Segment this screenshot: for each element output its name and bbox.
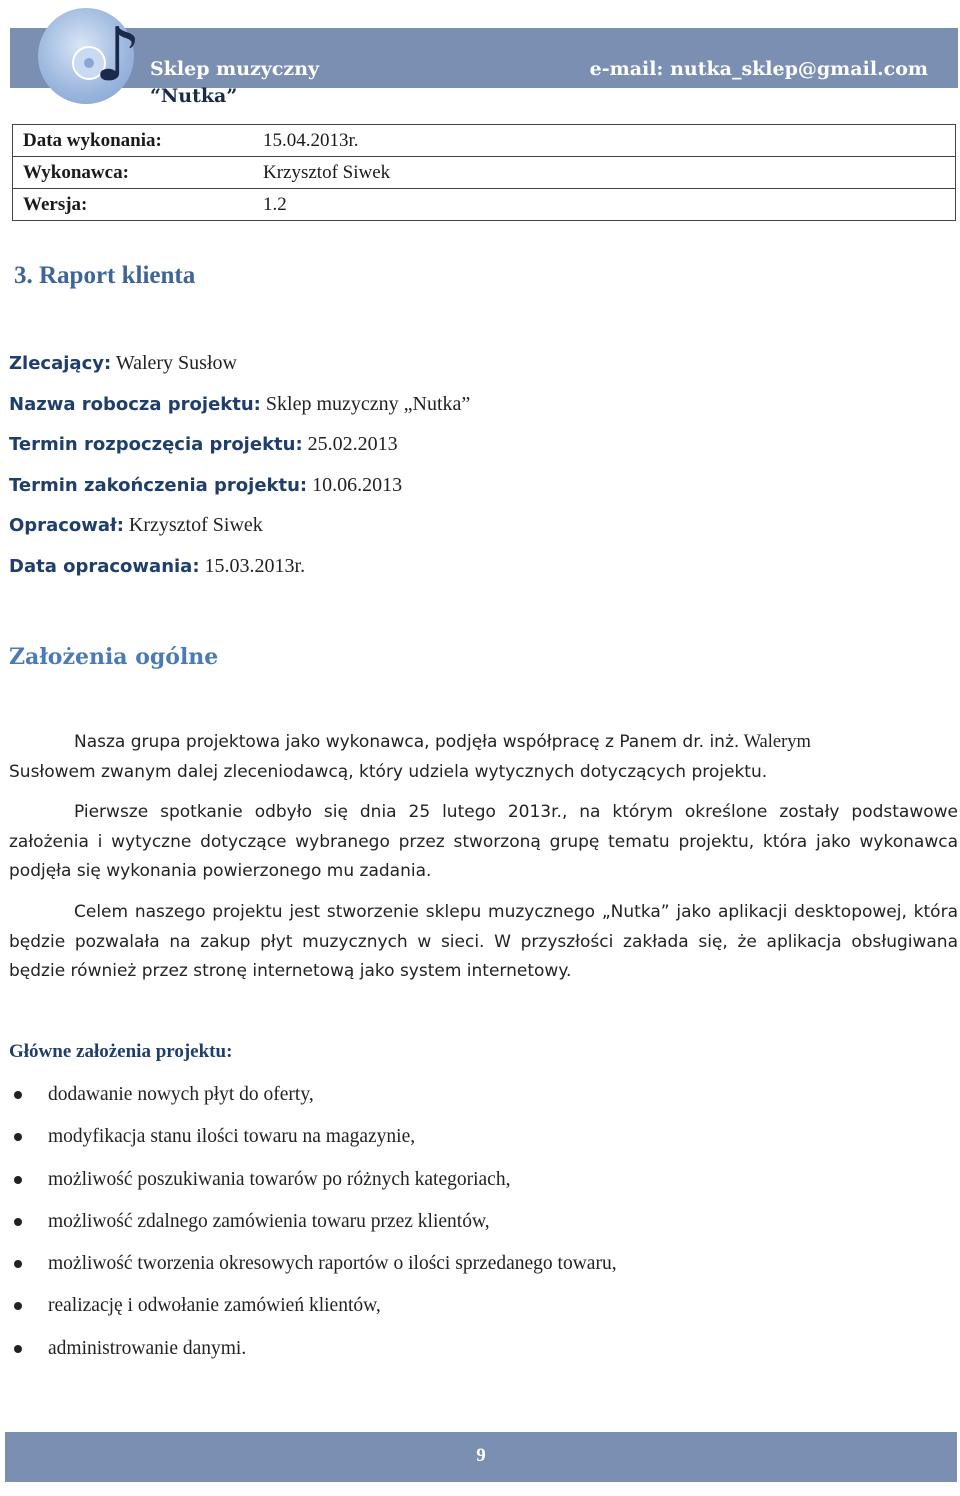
list-item-text: realizację i odwołanie zamówień klientów, xyxy=(48,1295,381,1317)
detail-value: Krzysztof Siwek xyxy=(128,514,263,536)
goals-title: Główne założenia projektu: xyxy=(9,1041,233,1062)
detail-created-date xyxy=(9,555,305,578)
list-item xyxy=(0,1074,940,1116)
paragraph-text: Walerym xyxy=(739,732,811,752)
paragraph-text: Pierwsze spotkanie odbyło się dnia 25 lutego 2013r. xyxy=(74,802,562,822)
detail-author xyxy=(9,514,263,537)
list-item xyxy=(0,1159,940,1201)
info-value: Krzysztof Siwek xyxy=(263,161,391,183)
brand-name: Sklep muzyczny xyxy=(150,58,320,80)
detail-label: Data opracowania: xyxy=(9,556,200,577)
list-item xyxy=(0,1201,940,1243)
music-note-icon: ♪ xyxy=(94,12,142,98)
bullet-icon xyxy=(14,1302,22,1310)
subsection-title: Założenia ogólne xyxy=(9,644,219,670)
detail-value: 25.02.2013 xyxy=(307,433,398,455)
list-item xyxy=(0,1243,940,1285)
bullet-icon xyxy=(14,1133,22,1141)
header-email: e-mail: nutka_sklep@gmail.com xyxy=(589,58,928,80)
detail-label: Nazwa robocza projektu: xyxy=(9,394,261,415)
detail-label: Termin zakończenia projektu: xyxy=(9,475,308,496)
list-item-text: dodawanie nowych płyt do oferty, xyxy=(48,1084,314,1105)
bullet-icon xyxy=(14,1091,22,1099)
page-number: 9 xyxy=(476,1445,486,1466)
bullet-icon xyxy=(14,1260,22,1268)
paragraph-intro xyxy=(9,728,958,787)
detail-start-date xyxy=(9,433,398,456)
list-item-text: administrowanie danymi. xyxy=(48,1337,247,1359)
list-item-text: możliwość zdalnego zamówienia towaru przez klientów, xyxy=(48,1210,490,1232)
detail-project-name xyxy=(9,393,470,416)
info-row xyxy=(13,157,955,188)
music-note-disc-icon xyxy=(38,8,142,104)
detail-value: 15.03.2013r. xyxy=(204,555,306,577)
bullet-icon xyxy=(14,1176,22,1184)
goals-list xyxy=(0,1074,940,1370)
paragraph-text: , na którym określone zostały podstawowe założenia i wytyczne dotyczące wybranego przez stworzoną grupę tematu projektu, która jako wykonawca podjęła się wykonania powierzonego mu zadania. xyxy=(9,802,959,881)
section-title: 3. Raport klienta xyxy=(14,262,196,289)
brand-subname: “Nutka” xyxy=(150,85,238,107)
list-item xyxy=(0,1328,940,1370)
info-row xyxy=(13,188,955,220)
list-item xyxy=(0,1285,940,1327)
info-row xyxy=(13,125,955,157)
bullet-icon xyxy=(14,1345,22,1353)
list-item-text: modyfikacja stanu ilości towaru na magazynie, xyxy=(48,1126,416,1148)
list-item xyxy=(0,1116,940,1158)
paragraph-goal xyxy=(9,898,958,987)
detail-end-date xyxy=(9,474,402,497)
info-label: Wykonawca: xyxy=(23,161,129,183)
detail-label: Termin rozpoczęcia projektu: xyxy=(9,434,303,455)
document-info-table xyxy=(12,124,956,221)
paragraph-text: Celem naszego projektu jest stworzenie sklepu muzycznego „Nutka” jako aplikacji desktopowej, która będzie pozwalała na zakup płyt muzycznych w sieci. W przyszłości zakłada się, że aplikacja obsługiwana będzie również przez stronę internetową jako system internetowy. xyxy=(9,902,958,981)
info-label: Wersja: xyxy=(23,193,88,215)
list-item-text: możliwość poszukiwania towarów po różnych kategoriach, xyxy=(48,1168,511,1190)
info-value: 15.04.2013r. xyxy=(263,129,359,151)
detail-value: Sklep muzyczny „Nutka” xyxy=(265,393,471,415)
detail-value: 10.06.2013 xyxy=(312,474,403,496)
detail-value: Walery Susłow xyxy=(115,352,237,374)
paragraph-meeting xyxy=(9,798,958,887)
detail-label: Zlecający: xyxy=(9,353,112,374)
bullet-icon xyxy=(14,1218,22,1226)
list-item-text: możliwość tworzenia okresowych raportów o ilości sprzedanego towaru, xyxy=(48,1253,617,1275)
footer-banner xyxy=(5,1432,957,1482)
paragraph-text: Nasza grupa projektowa jako wykonawca, podjęła współpracę z Panem dr. inż. xyxy=(74,732,740,752)
info-value: 1.2 xyxy=(263,193,287,215)
paragraph-text: Susłowem zwanym dalej zleceniodawcą, który udziela wytycznych dotyczących projektu. xyxy=(9,761,768,782)
info-label: Data wykonania: xyxy=(23,129,162,151)
detail-client xyxy=(9,352,237,375)
detail-label: Opracował: xyxy=(9,515,124,536)
